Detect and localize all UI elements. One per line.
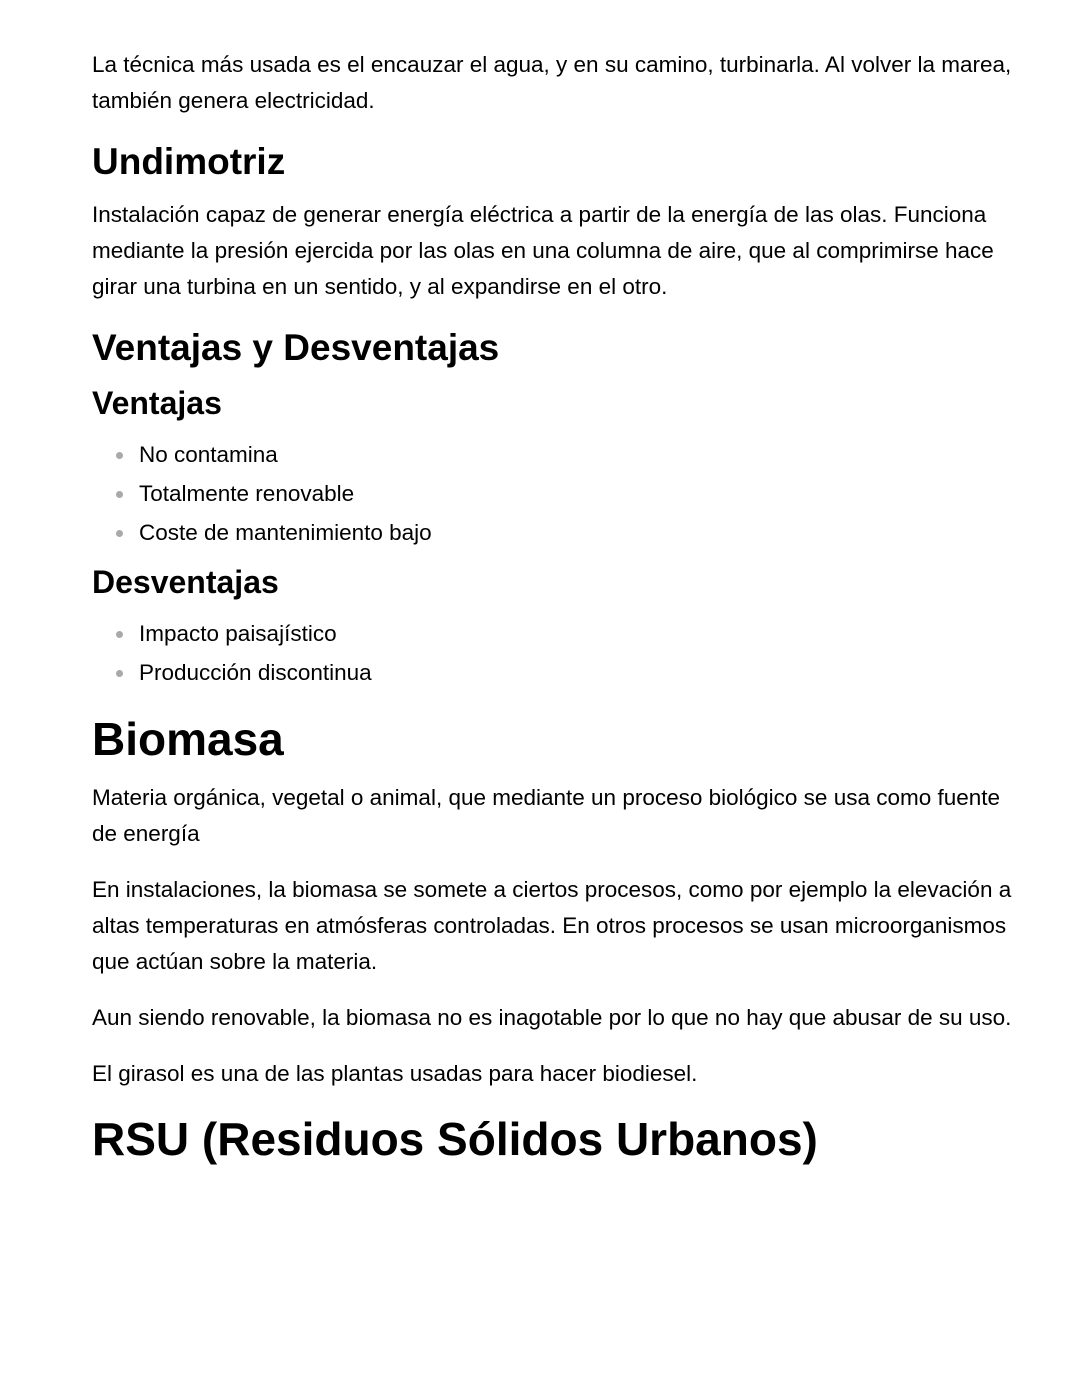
- biomasa-paragraph: Materia orgánica, vegetal o animal, que mediante un proceso biológico se usa como fuente de energía: [92, 785, 1001, 846]
- list-item-text: Producción discontinua: [139, 660, 372, 685]
- biomasa-paragraph: En instalaciones, la biomasa se somete a ciertos procesos, como por ejemplo la elevación a altas temperaturas en atmósferas controladas. En otros procesos se usan microorganismos que actúan sobre la materia.: [92, 877, 1012, 974]
- pros-heading: Ventajas: [92, 385, 222, 421]
- cons-list: [92, 614, 1012, 692]
- rsu-heading: RSU (Residuos Sólidos Urbanos): [92, 1113, 818, 1165]
- undimotriz-paragraph: Instalación capaz de generar energía eléctrica a partir de la energía de las olas. Funciona mediante la presión ejercida por las olas en una columna de aire, que al comprimirse hace girar una turbina en un sentido, y al expandirse en el otro.: [92, 202, 994, 299]
- cons-heading: Desventajas: [92, 564, 279, 600]
- bullet-icon: [116, 491, 123, 498]
- bullet-icon: [116, 530, 123, 537]
- list-item: [92, 614, 1012, 653]
- bullet-icon: [116, 670, 123, 677]
- list-item: [92, 474, 1012, 513]
- list-item: [92, 513, 1012, 552]
- pros-cons-heading: Ventajas y Desventajas: [92, 327, 500, 368]
- undimotriz-heading: Undimotriz: [92, 141, 286, 182]
- biomasa-paragraph: Aun siendo renovable, la biomasa no es inagotable por lo que no hay que abusar de su uso.: [92, 1005, 1012, 1030]
- list-item-text: No contamina: [139, 442, 278, 467]
- biomasa-heading: Biomasa: [92, 713, 284, 765]
- bullet-icon: [116, 452, 123, 459]
- list-item-text: Impacto paisajístico: [139, 621, 337, 646]
- list-item: [92, 435, 1012, 474]
- document-content: [92, 47, 1012, 1180]
- list-item-text: Coste de mantenimiento bajo: [139, 520, 432, 545]
- list-item-text: Totalmente renovable: [139, 481, 355, 506]
- pros-list: [92, 435, 1012, 552]
- list-item: [92, 653, 1012, 692]
- intro-paragraph: La técnica más usada es el encauzar el agua, y en su camino, turbinarla. Al volver la marea, también genera electricidad.: [92, 52, 1012, 113]
- biomasa-paragraph: El girasol es una de las plantas usadas para hacer biodiesel.: [92, 1061, 698, 1086]
- bullet-icon: [116, 631, 123, 638]
